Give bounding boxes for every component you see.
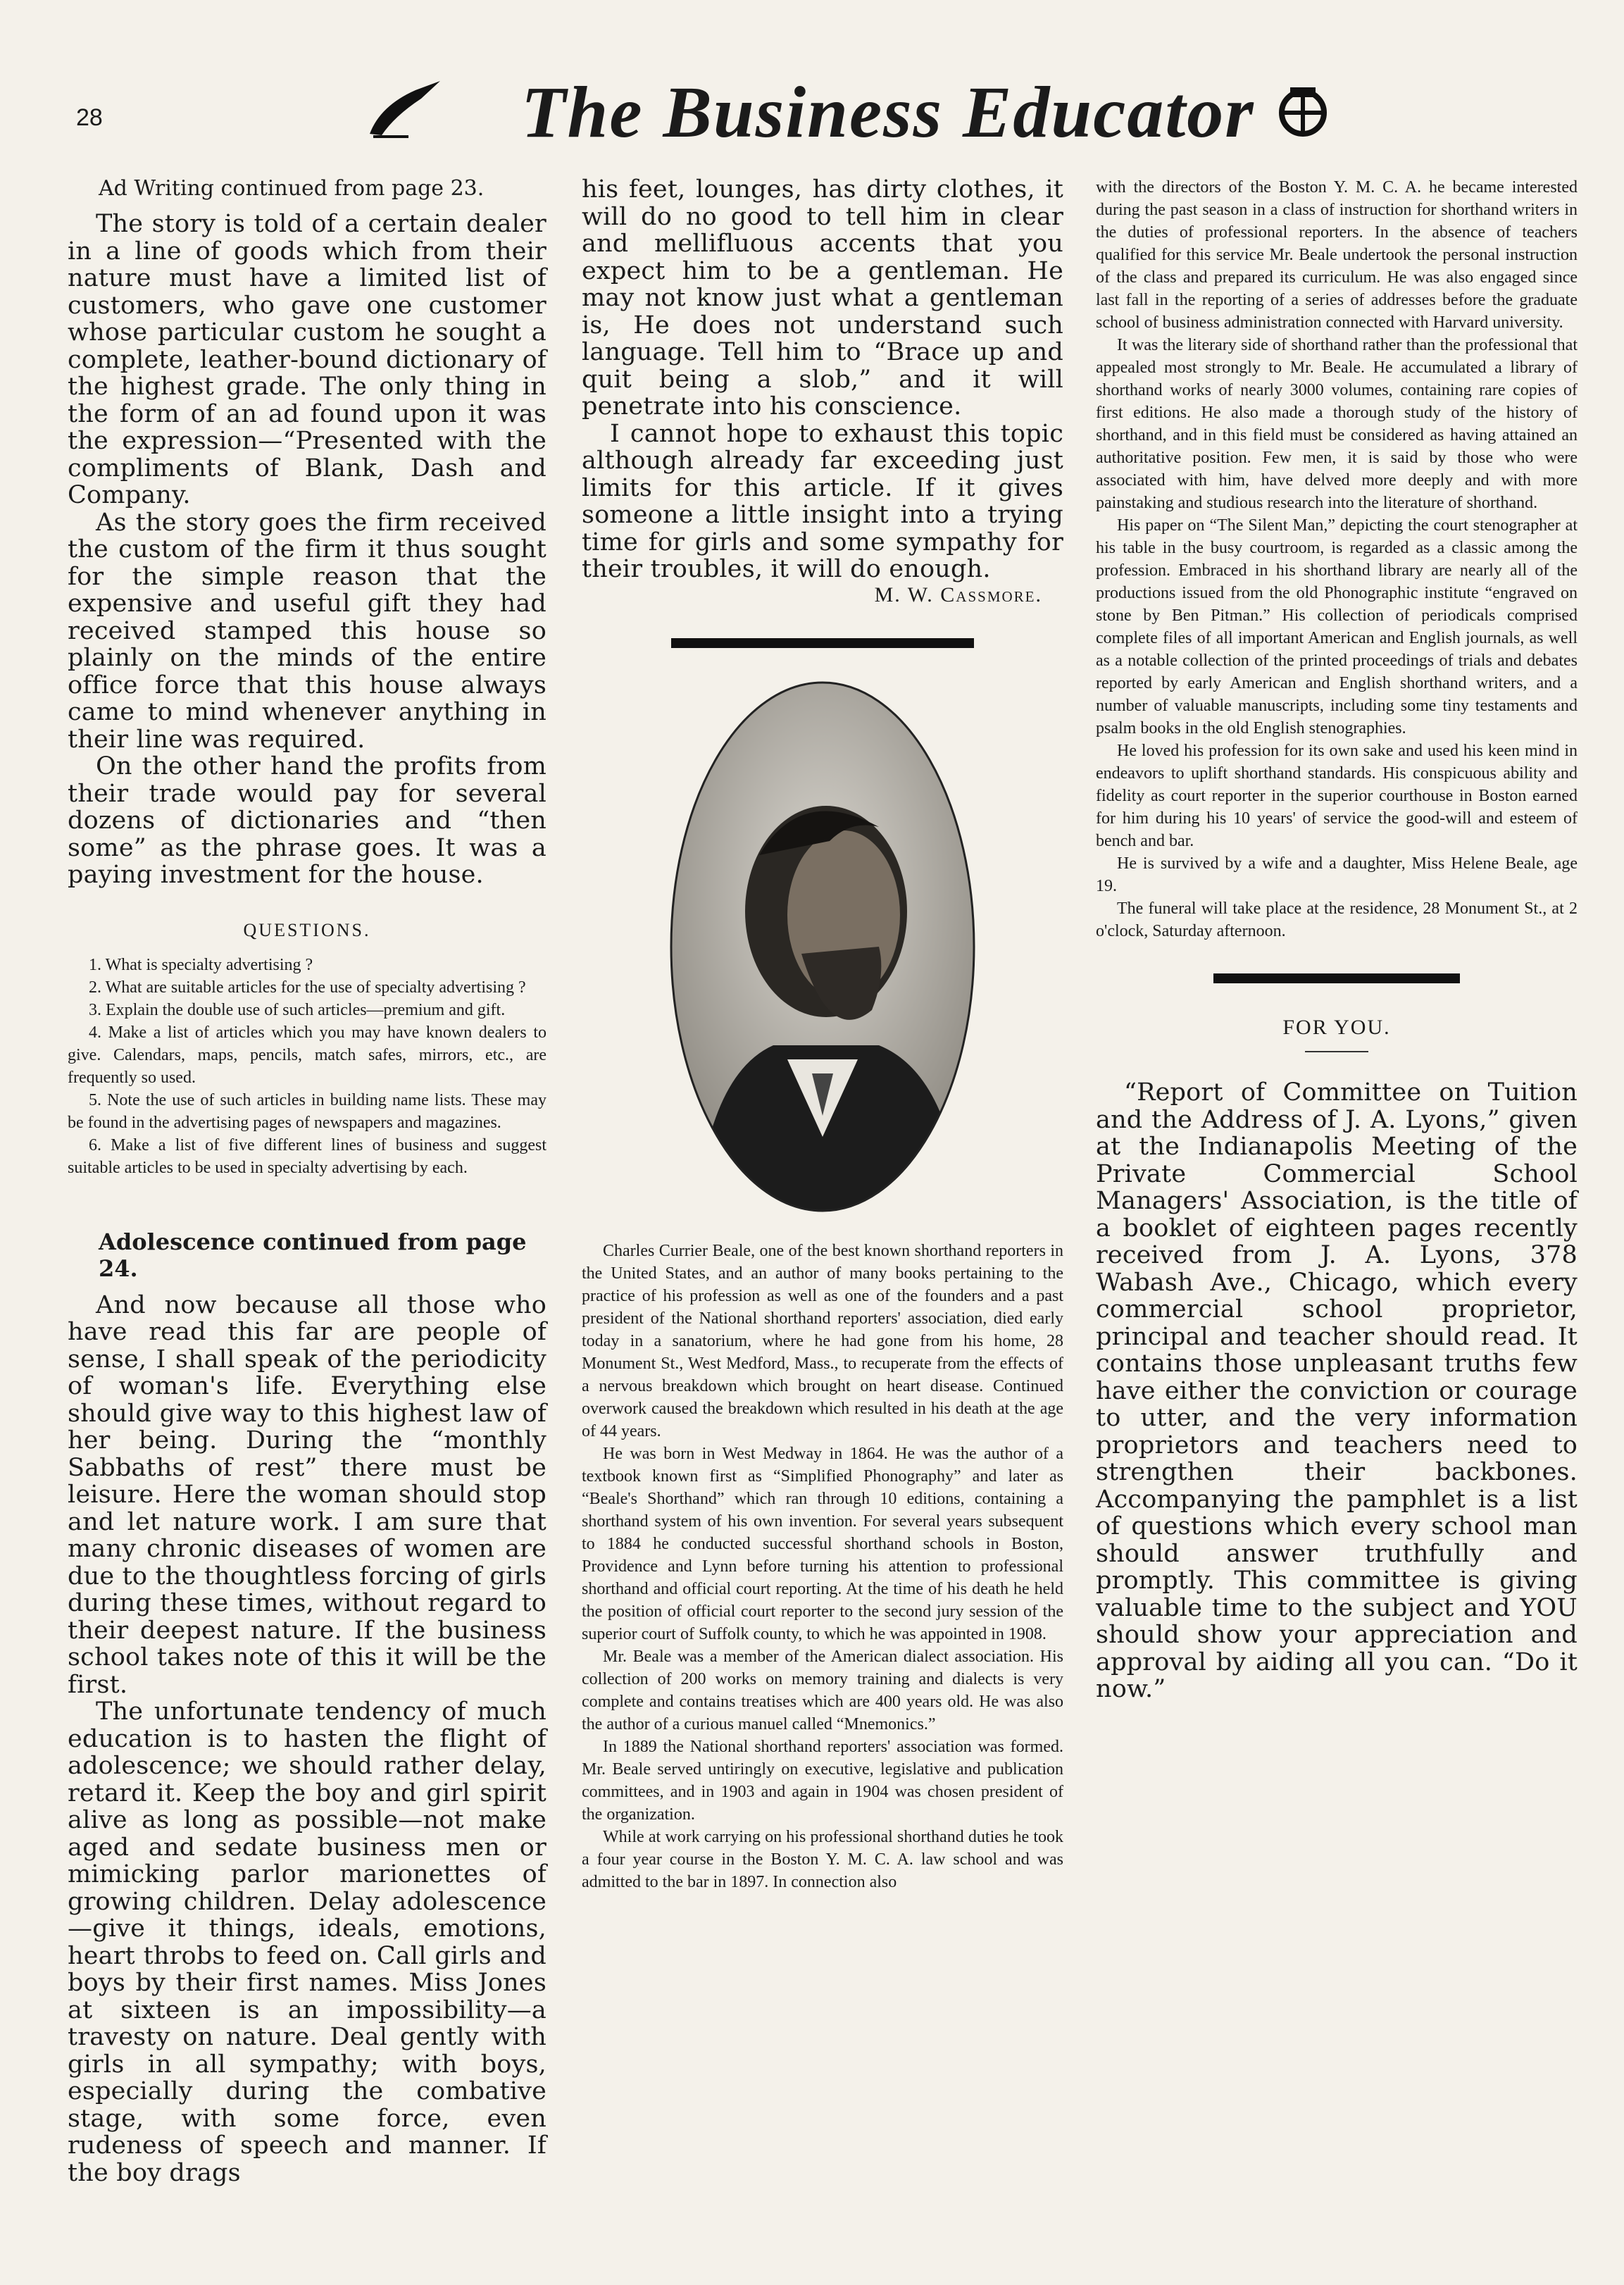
paragraph: And now because all those who have read this far are people of sense, I shall speak of the periodicity of woman's life. Everything else should give way to this highest law of her being. During the “monthly Sabbaths of rest” there must be leisure. Here the woman should stop and let nature work. I am sure that many chronic diseases of women are due to the thoughtless forcing of girls during these times, without regard to their deepest nature. If the business school takes note of this it will be the first. (68, 1290, 546, 1699)
emblem-icon (1275, 85, 1331, 141)
paragraph: He is survived by a wife and a daughter, Miss Helene Beale, age 19. (1096, 854, 1578, 895)
paragraph: His paper on “The Silent Man,” depicting the court stenographer at his table in the busy courtroom, is regarded as a classic among the profession. Embraced in his shorthand library are nearly all of the productions issued from the old Phonographic institute “engraved on stone by Ben Pitman.” His collection of periodicals comprised complete files of all important American and English journals, as well as a notable collection of the printed proceedings of trials and debates reported by early American and English shorthand writers, and a number of valuable manuscripts, including some tiny testaments and psalm books in the old English stenographies. (1096, 516, 1578, 737)
divider (1305, 1051, 1368, 1052)
paragraph: I cannot hope to exhaust this topic although already far exceeding just limits for this article. If it gives someone a little insight into a trying time for girls and some sympathy for their troubles, it will do enough. (582, 419, 1063, 583)
paragraph: It was the literary side of shorthand rather than the professional that appealed most strongly to Mr. Beale. He accumulated a library of shorthand works of nearly 3000 volumes, containing rare copies of first editions. He also made a thorough study of the history of shorthand, and in this field must be considered as having attained an authoritative position. Few men, it is said by those who were associated with him, have delved more deeply and with more painstaking and studious research into the literature of shorthand. (1096, 336, 1578, 512)
list-item: 1. What is specialty advertising ? (89, 955, 313, 974)
list-item: 5. Note the use of such articles in building name lists. These may be found in the advertising pages of newspapers and magazines. (68, 1090, 546, 1132)
adolescence-body (68, 1290, 546, 2187)
paragraph: Mr. Beale was a member of the American dialect association. His collection of 200 works on memory training and dialects is very complete and contains treatises which are 400 years old. He was also the author of a curious manuel called “Mnemonics.” (582, 1647, 1063, 1733)
paragraph: On the other hand the profits from their trade would pay for several dozens of dictionaries and “then some” as the phrase goes. It was a paying investment for the house. (68, 752, 546, 889)
list-item: 2. What are suitable articles for the use of specialty advertising ? (89, 978, 526, 997)
masthead-title: The Business Educator (521, 72, 1255, 153)
for-you-body (1096, 1079, 1578, 1703)
divider (1213, 973, 1460, 983)
paragraph: In 1889 the National shorthand reporters' association was formed. Mr. Beale served untiringly on executive, legislative and publication committees, and in 1903 and again in 1904 was chosen president of the organization. (582, 1737, 1063, 1824)
paragraph: “Report of Committee on Tuition and the Address of J. A. Lyons,” given at the Indianapolis Meeting of the Private Commercial School Managers' Association, is the title of a booklet of eighteen pages recently received from J. A. Lyons, 378 Wabash Ave., Chicago, which every commercial school proprietor, principal and teacher should read. It contains those unpleasant truths few have either the conviction or courage to utter, and the very information proprietors and teachers need to strengthen their backbones. Accompanying the pamphlet is a list of questions which every school man should answer truthfully and promptly. This committee is giving valuable time to the subject and YOU should show your appreciation and approval by aiding all you can. “Do it now.” (1096, 1078, 1578, 1703)
paragraph: Charles Currier Beale, one of the best known shorthand reporters in the United States, and an author of many books pertaining to the practice of his profession as well as one of the founders and a past president of the National shorthand reporters' association, died early today in a sanatorium, where he had gone from his home, 28 Monument St., West Medford, Mass., to recuperate from the effects of a nervous breakdown which brought on heart disease. Continued overwork caused the breakdown which resulted in his death at the age of 44 years. (582, 1241, 1063, 1440)
paragraph: He loved his profession for its own sake and used his keen mind in endeavors to uplift shorthand standards. His conspicuous ability and fidelity as court reporter in the superior courthouse in Boston earned for him during his 10 years' of service the good-will and esteem of bench and bar. (1096, 742, 1578, 850)
obituary-body-continued (1096, 176, 1578, 942)
paragraph: The funeral will take place at the residence, 28 Monument St., at 2 o'clock, Saturday afternoon. (1096, 899, 1578, 940)
paragraph: The story is told of a certain dealer in a line of goods which from their nature must have a limited list of customers, who gave one customer whose particular custom he sought a complete, leather-bound dictionary of the highest grade. The only thing in the form of an ad found upon it was the expression—“Presented with the compliments of Blank, Dash and Company. (68, 210, 546, 509)
obituary-body-start (582, 1240, 1063, 1891)
questions-title: QUESTIONS. (243, 919, 371, 940)
paragraph: his feet, lounges, has dirty clothes, it will do no good to tell him in clear and mellifluous accents that you expect him to be a gentleman. He may not know just what a gentleman is, He does not understand such language. Tell him to “Brace up and quit being a slob,” and it will penetrate into his conscience. (582, 175, 1063, 421)
adolescence-heading: Adolescence continued from page 24. (99, 1228, 527, 1282)
list-item: 4. Make a list of articles which you may have known dealers to give. Calendars, maps, pencils, match safes, mirrors, etc., are frequently so used. (68, 1023, 546, 1087)
right-column (1096, 176, 1578, 1703)
questions-list (68, 954, 546, 1179)
page-number: 28 (76, 104, 103, 131)
author-signature: M. W. Cassmore. (874, 583, 1042, 606)
paragraph: He was born in West Medway in 1864. He was the author of a textbook known first as “Simplified Phonography” and later as “Beale's Shorthand” which ran through 10 editions, containing a shorthand system of his own invention. For several years subsequent to 1884 he conducted successful shorthand schools in Boston, Providence and Lynn before turning his attention to professional shorthand and official court reporting. At the time of his death he held the position of official court reporter to the second jury session of the superior court of Suffolk county, to which he was appointed in 1908. (582, 1444, 1063, 1643)
for-you-heading: FOR YOU. (1282, 1016, 1391, 1039)
list-item: 3. Explain the double use of such articles—premium and gift. (89, 1000, 506, 1019)
divider (671, 638, 974, 648)
masthead (366, 70, 1423, 169)
paragraph: with the directors of the Boston Y. M. C. A. he became interested during the past season in a class of instruction for shorthand writers in the duties of professional reporters. In the absence of teachers qualified for this service Mr. Beale undertook the personal instruction of the class and prepared its curriculum. He was also engaged since last fall in the reporting of a series of addresses before the graduate school of business administration connected with Harvard university. (1096, 178, 1578, 332)
paragraph: As the story goes the firm received the custom of the firm it thus sought for the simple reason that the expensive and useful gift they had received stamped this house so plainly on the minds of the entire office force that this house always came to mind whenever anything in their line was required. (68, 508, 546, 754)
list-item: 6. Make a list of five different lines of business and suggest suitable articles to be used in specialty advertising by each. (68, 1135, 546, 1177)
ad-writing-body (68, 211, 546, 889)
adolescence-continued (582, 176, 1063, 583)
portrait-photo (668, 679, 977, 1214)
paragraph: The unfortunate tendency of much education is to hasten the flight of adolescence; we should rather delay, retard it. Keep the boy and girl spirit alive as long as possible—not make aged and sedate business men or mimicking parlor marionettes of growing children. Delay adolescence —give it things, ideals, emotions, heart throbs to feed on. Call girls and boys by their first names. Miss Jones at sixteen is an impossibility—a travesty on nature. Deal gently with girls in all sympathy; with boys, especially during the combative stage, with some force, even rudeness of speech and manner. If the boy drags (68, 1698, 546, 2187)
quill-icon (366, 77, 444, 141)
ad-writing-heading: Ad Writing continued from page 23. (99, 176, 485, 201)
paragraph: While at work carrying on his professional shorthand duties he took a four year course in the Boston Y. M. C. A. law school and was admitted to the bar in 1897. In connection also (582, 1827, 1063, 1891)
middle-column (582, 175, 1063, 1891)
left-column (68, 176, 546, 2187)
